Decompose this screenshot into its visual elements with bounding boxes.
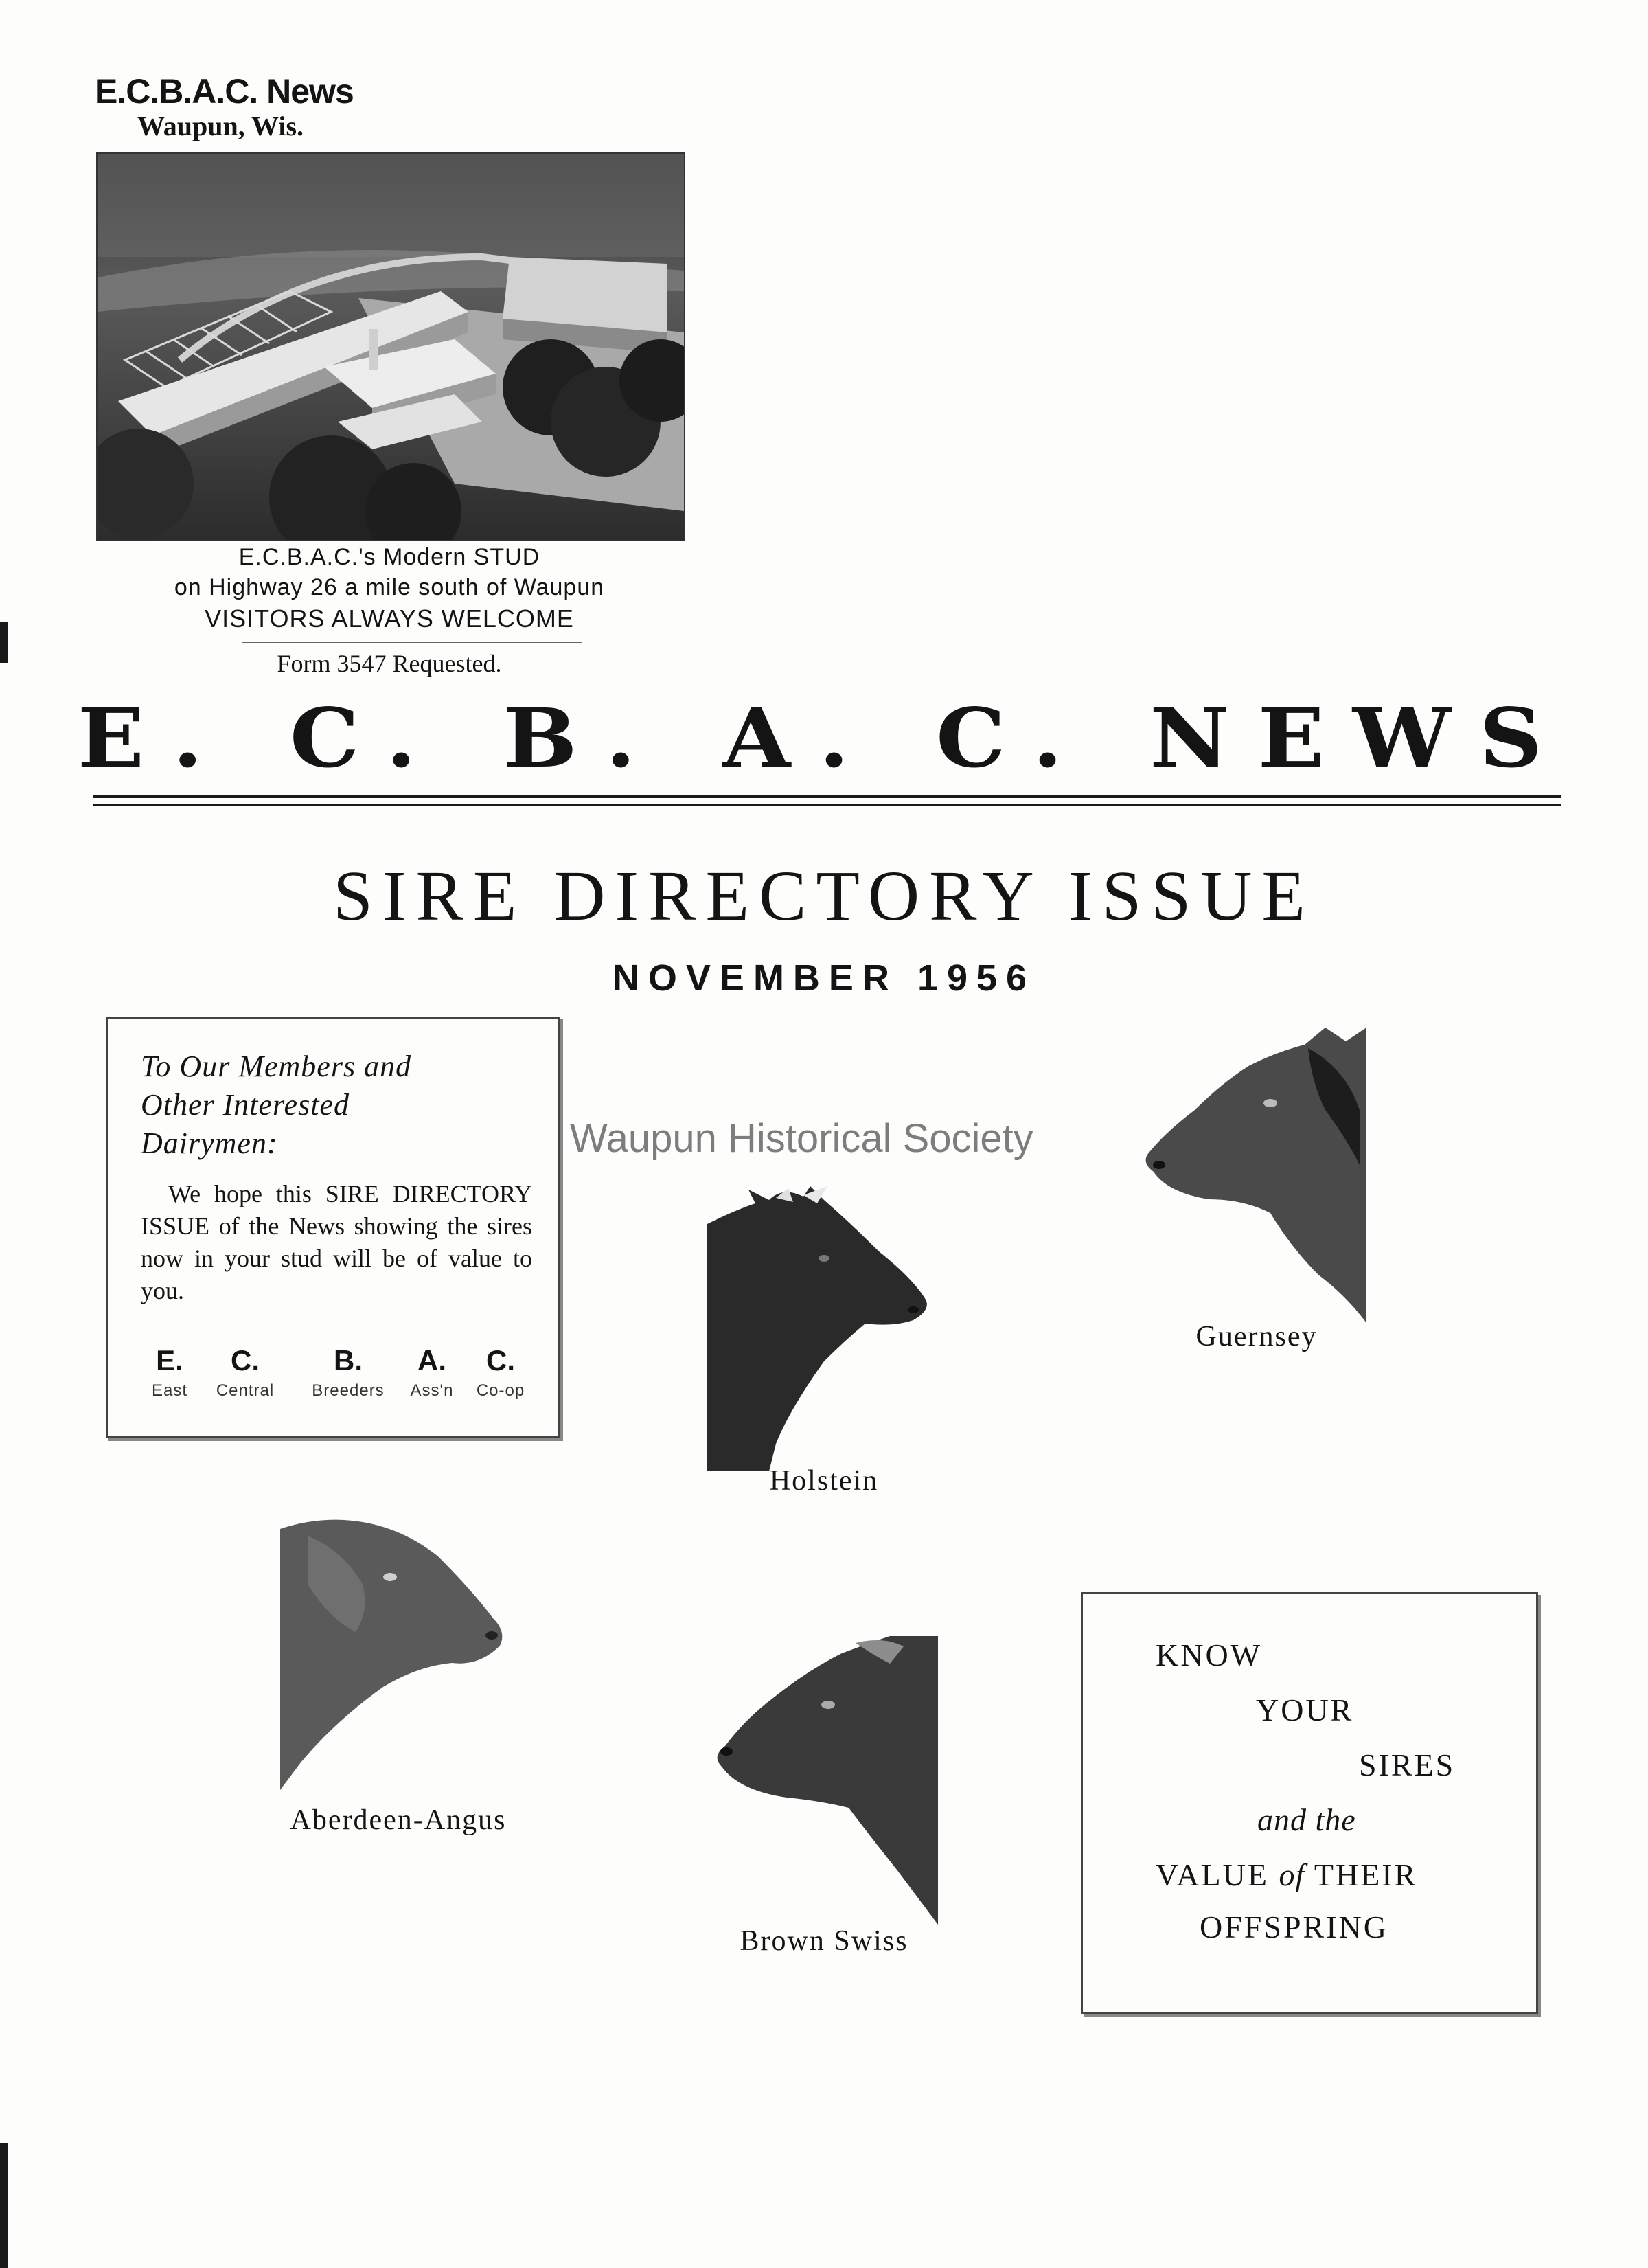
greeting-line: Dairymen: [141,1126,278,1160]
aberdeen-angus-label: Aberdeen-Angus [290,1804,507,1836]
aberdeen-angus-photo [280,1515,507,1790]
issue-date: NOVEMBER 1956 [612,957,1036,999]
acronym-word: Ass'n [410,1381,454,1400]
brown-swiss-photo [711,1636,938,1925]
know-line [1156,1857,1417,1893]
form-note: Form 3547 Requested. [277,650,502,677]
newspaper-title: E. C. B. A. C. NEWS [77,690,1571,786]
acronym-letter: C. [486,1344,515,1376]
know-line: and the [1257,1802,1356,1837]
know-line: SIRES [1359,1747,1456,1782]
masthead-title: E.C.B.A.C. News [95,72,354,111]
title-rule-bottom [93,804,1561,806]
title-rule-top [93,795,1561,798]
holstein-label: Holstein [769,1465,879,1497]
issue-title: SIRE DIRECTORY ISSUE [333,857,1315,935]
acronym-letter: C. [231,1344,260,1376]
acronym-word: Co-op [476,1381,525,1400]
know-line-part: VALUE [1156,1857,1279,1892]
guernsey-photo [1140,1028,1366,1323]
know-line-part: THEIR [1305,1857,1418,1892]
know-line: OFFSPRING [1200,1909,1388,1944]
watermark: Waupun Historical Society [570,1116,1033,1161]
acronym-letter: B. [334,1344,363,1376]
greeting-line: Other Interested [141,1088,350,1122]
acronym-item [142,1344,197,1401]
members-message-box [106,1017,560,1438]
know-your-sires-box [1081,1592,1538,2014]
acronym-item [197,1344,293,1401]
acronym-item [297,1344,400,1401]
acronym-word: Central [216,1381,275,1400]
caption-divider [242,642,582,643]
scan-edge-mark [0,622,8,663]
know-line: YOUR [1256,1692,1354,1727]
members-body-text: We hope this SIRE DIRECTORY ISSUE of the News showing the sires now in your stud will be of value to you. [141,1180,532,1304]
acronym-word: East [151,1381,188,1400]
acronym-letter: A. [417,1344,446,1376]
acronym-item [466,1344,535,1401]
members-greeting [141,1047,411,1163]
guernsey-label: Guernsey [1195,1321,1318,1352]
acronym-word: Breeders [312,1381,385,1400]
know-line-part: of [1279,1857,1305,1892]
know-line: KNOW [1156,1637,1263,1672]
greeting-line: To Our Members and [141,1050,412,1083]
stud-aerial-photo [96,152,685,541]
masthead-location: Waupun, Wis. [137,111,304,141]
photo-caption-line1: E.C.B.A.C.'s Modern STUD [238,544,540,570]
holstein-photo [707,1183,934,1471]
acronym-letter: E. [156,1344,183,1376]
acronym-item [398,1344,466,1401]
photo-caption-line3: VISITORS ALWAYS WELCOME [205,604,574,633]
scan-edge-mark [0,2143,8,2268]
photo-caption-line2: on Highway 26 a mile south of Waupun [174,574,605,600]
brown-swiss-label: Brown Swiss [740,1925,908,1957]
